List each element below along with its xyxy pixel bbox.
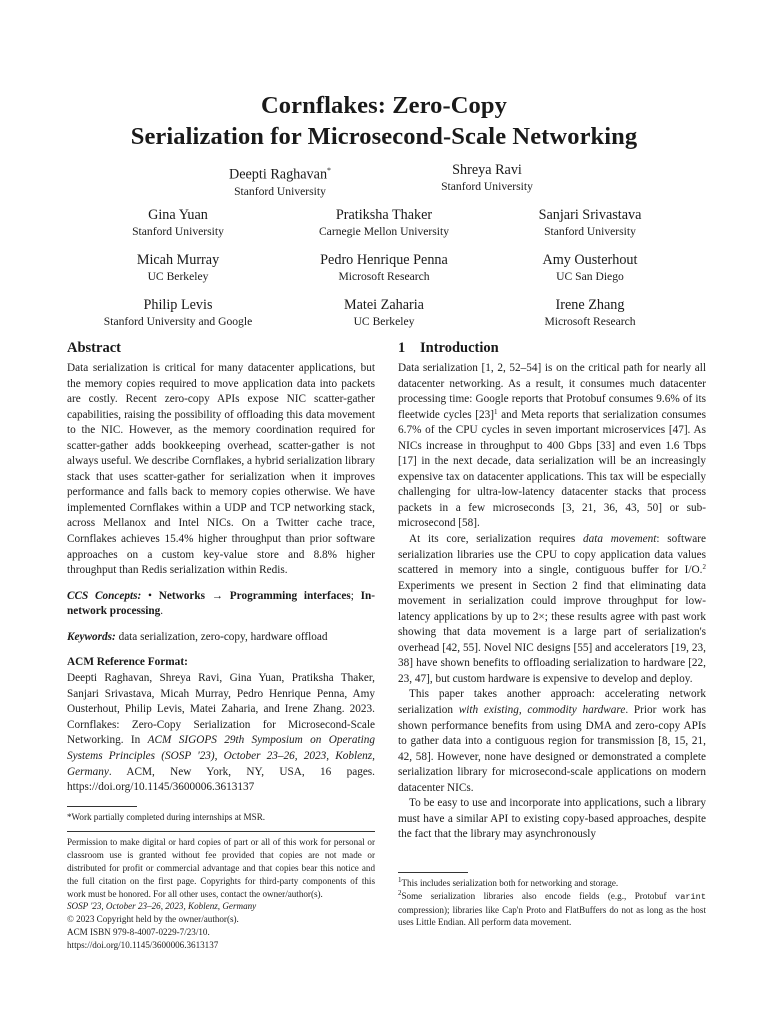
intro-p1-b: and Meta reports that serialization consumes 6.7% of the CPU cycles in seven important microservices [47]. As NICs increase in throughput to 400 Gbps [33] and even 1.6 Tbps [17] in the next decade, data serialization will be an increasingly expensive tax on datacenter applications. This tax will be especially challenging for ultra-low-latency datacenter stacks that process packets in a few microseconds [3, 21, 36, 43, 50] or sub-microsecond [58]. <box>398 408 706 530</box>
paper-title <box>0 90 768 152</box>
abstract-text: Data serialization is critical for many datacenter applications, but the memory copies required to move application data into packets are costly. Recent zero-copy APIs expose NIC scatter-gather capabilities, raising the possibility of offloading this data movement to the NIC. However, as the memory coordination required for scatter-gather adds bookkeeping overhead, scatter-gather is not always useful. We describe Cornflakes, a hybrid serialization library stack that uses scatter-gather for serialization when it improves performance and falls back to memory copies otherwise. We have implemented Cornflakes within a UDP and TCP networking stack, across Mellanox and Intel NICs. On a Twitter cache trace, Cornflakes achieves 15.4% higher throughput than prior software approaches on a custom key-value store and 8.8% higher throughput than Redis serialization within Redis. <box>67 362 375 577</box>
ccs-end: . <box>160 605 164 618</box>
intro-p3-a: This paper takes another approach: accelerating network serialization <box>398 688 706 717</box>
author <box>460 297 720 329</box>
author-affiliation: Carnegie Mellon University <box>318 225 450 238</box>
footnote-2 <box>398 890 706 929</box>
footnote-marker: 1 <box>493 407 498 416</box>
intro-paragraph-1 <box>398 361 706 532</box>
title-line-2: Serialization for Microsecond-Scale Networking <box>130 123 638 150</box>
right-column <box>398 339 706 843</box>
acm-reference-text-b: . ACM, New York, NY, USA, 16 pages. https://doi.org/10.1145/3600006.3613137 <box>67 765 375 794</box>
author <box>460 252 720 284</box>
author-name: Gina Yuan <box>148 207 208 223</box>
author-affiliation: UC San Diego <box>556 270 624 283</box>
author-affiliation: Stanford University <box>544 225 636 238</box>
keywords <box>67 630 375 646</box>
author-affiliation: Stanford University <box>132 225 224 238</box>
footnote-1-text: This includes serialization both for networking and storage. <box>401 878 619 888</box>
author-affiliation: Stanford University <box>441 180 533 193</box>
abstract-heading: Abstract <box>67 340 121 356</box>
author-name: Amy Ousterhout <box>542 252 638 268</box>
intro-p2-em: data movement <box>583 533 657 546</box>
permission-rule <box>67 831 375 832</box>
section-number: 1 <box>398 340 406 356</box>
intro-p2-c: Experiments we present in Section 2 find that eliminating data movement in serialization could improve throughput for low-latency applications by up to 2×; these results agree with past work showing that data movement is a large part of serialization's overhead [42, 55]. Novel NIC designs [55] and accelerators [19, 23, 38] have shown benefits to offloading serialization to hardware [22, 23, 47], but custom hardware is expensive to develop and deploy. <box>398 579 706 685</box>
author-row-2 <box>0 207 768 241</box>
acm-reference-text-a: Deepti Raghavan, Shreya Ravi, Gina Yuan, Pratiksha Thaker, Sanjari Srivastava, Micah Murray, Pedro Henrique Penna, Amy Ousterhout, Philip Levis, Matei Zaharia, and Irene Zhang. 2023. Cornflakes: Zero-Copy Serialization for Microsecond-Scale Networking. In <box>67 672 375 747</box>
author-footnote: *Work partially completed during internships at MSR. <box>67 811 266 822</box>
footnote-2-text-b: compression); libraries like Cap'n Proto and FlatBuffers do not as long as the host uses Little Endian. All perform data movement. <box>398 904 706 928</box>
acm-reference-venue: ACM SIGOPS 29th Symposium on Operating Systems Principles (SOSP '23), October 23–26, 2023, Koblenz, Germany <box>67 734 375 778</box>
author-name: Micah Murray <box>136 252 220 268</box>
permission-isbn: ACM ISBN 979-8-4007-0229-7/23/10. <box>67 927 210 938</box>
author-name: Pedro Henrique Penna <box>320 252 448 268</box>
intro-paragraph-3 <box>398 687 706 796</box>
author-affiliation: Stanford University <box>234 184 326 198</box>
author-name: Sanjari Srivastava <box>538 207 642 223</box>
intro-p3-b: . Prior work has shown performance benefits from using DMA and zero-copy APIs to gather data into a contiguous region for transmission [8, 15, 21, 42, 58]. However, none have designed or demonstrated a complete serialization library for microsecond-scale applications on modern datacenter NICs. <box>398 704 706 794</box>
footnote-rule <box>67 806 137 807</box>
author-name: Shreya Ravi <box>452 162 522 178</box>
section-title: Introduction <box>420 340 499 356</box>
permission-venue <box>67 900 375 913</box>
author <box>357 162 617 194</box>
intro-p1-a: Data serialization [1, 2, 52–54] is on the critical path for nearly all datacenter networking. As a result, it consumes much datacenter processing time: Google reports that Protobuf consumes 9.6% of its fleetwide cycles [23] <box>398 362 706 421</box>
author-row-3 <box>0 252 768 286</box>
footnote-2-mark: 2 <box>398 888 402 897</box>
ccs-label: CCS Concepts: <box>67 589 142 602</box>
keywords-text: data serialization, zero-copy, hardware offload <box>115 630 328 643</box>
footnote-marker: 2 <box>702 563 706 572</box>
intro-heading <box>398 339 706 357</box>
acm-reference-heading: ACM Reference Format: <box>67 656 188 669</box>
title-line-1: Cornflakes: Zero-Copy <box>261 92 507 119</box>
right-footnotes <box>398 872 706 929</box>
footnote-2-code: varint <box>675 891 706 902</box>
ccs-bullet: • <box>141 589 159 602</box>
author-name: Deepti Raghavan <box>228 166 328 183</box>
author-name: Philip Levis <box>143 297 213 313</box>
ccs-text-2: In-network processing <box>67 589 375 618</box>
keywords-label: Keywords: <box>67 630 116 643</box>
footnote-1-mark: 1 <box>398 876 402 884</box>
author-affiliation: Microsoft Research <box>338 270 430 283</box>
acm-reference-text <box>67 671 375 795</box>
permission-text: Permission to make digital or hard copies of part or all of this work for personal or classroom use is granted without fee provided that copies are not made or distributed for profit or commercial advantage and that copies bear this notice and the full citation on the first page. Copyrights for third-party components of this work must be honored. For all other uses, contact the owner/author(s). <box>67 837 375 899</box>
intro-paragraph-2 <box>398 532 706 687</box>
author-row-4 <box>0 297 768 331</box>
author-name: Pratiksha Thaker <box>335 207 433 223</box>
ccs-text-1: Networks → Programming interfaces <box>158 589 351 602</box>
permission-doi: https://doi.org/10.1145/3600006.3613137 <box>67 939 219 950</box>
permission-venue-text: SOSP '23, October 23–26, 2023, Koblenz, Germany <box>67 901 257 912</box>
intro-p3-em: with existing, commodity hardware <box>458 704 626 717</box>
ccs-sep: ; <box>350 589 361 602</box>
intro-p2-b: : software serialization libraries use the CPU to copy application data values scattered in memory into a single, contiguous buffer for I/O. <box>398 533 707 577</box>
author-affiliation: Microsoft Research <box>544 315 636 328</box>
footnote-1 <box>398 877 706 890</box>
footnote-rule <box>398 872 468 873</box>
permission-copyright: © 2023 Copyright held by the owner/author(s). <box>67 914 239 925</box>
left-column <box>67 339 375 952</box>
author-affiliation: UC Berkeley <box>147 270 209 283</box>
footnote-2-text-a: Some serialization libraries also encode fields (e.g., Protobuf <box>401 890 676 901</box>
author-mark: * <box>327 166 332 175</box>
permission-block <box>67 836 375 951</box>
author-row-1 <box>0 162 768 196</box>
author-affiliation: Stanford University and Google <box>103 315 253 328</box>
ccs-concepts <box>67 589 375 620</box>
author <box>460 207 720 239</box>
intro-paragraph-4: To be easy to use and incorporate into applications, such a library must have a similar API to existing copy-based approaches, despite the fact that the library may asynchronously <box>398 797 706 841</box>
author-name: Matei Zaharia <box>344 297 424 313</box>
author-affiliation: UC Berkeley <box>353 315 415 328</box>
author-name: Irene Zhang <box>555 297 625 313</box>
intro-p2-a: At its core, serialization requires <box>409 533 584 546</box>
